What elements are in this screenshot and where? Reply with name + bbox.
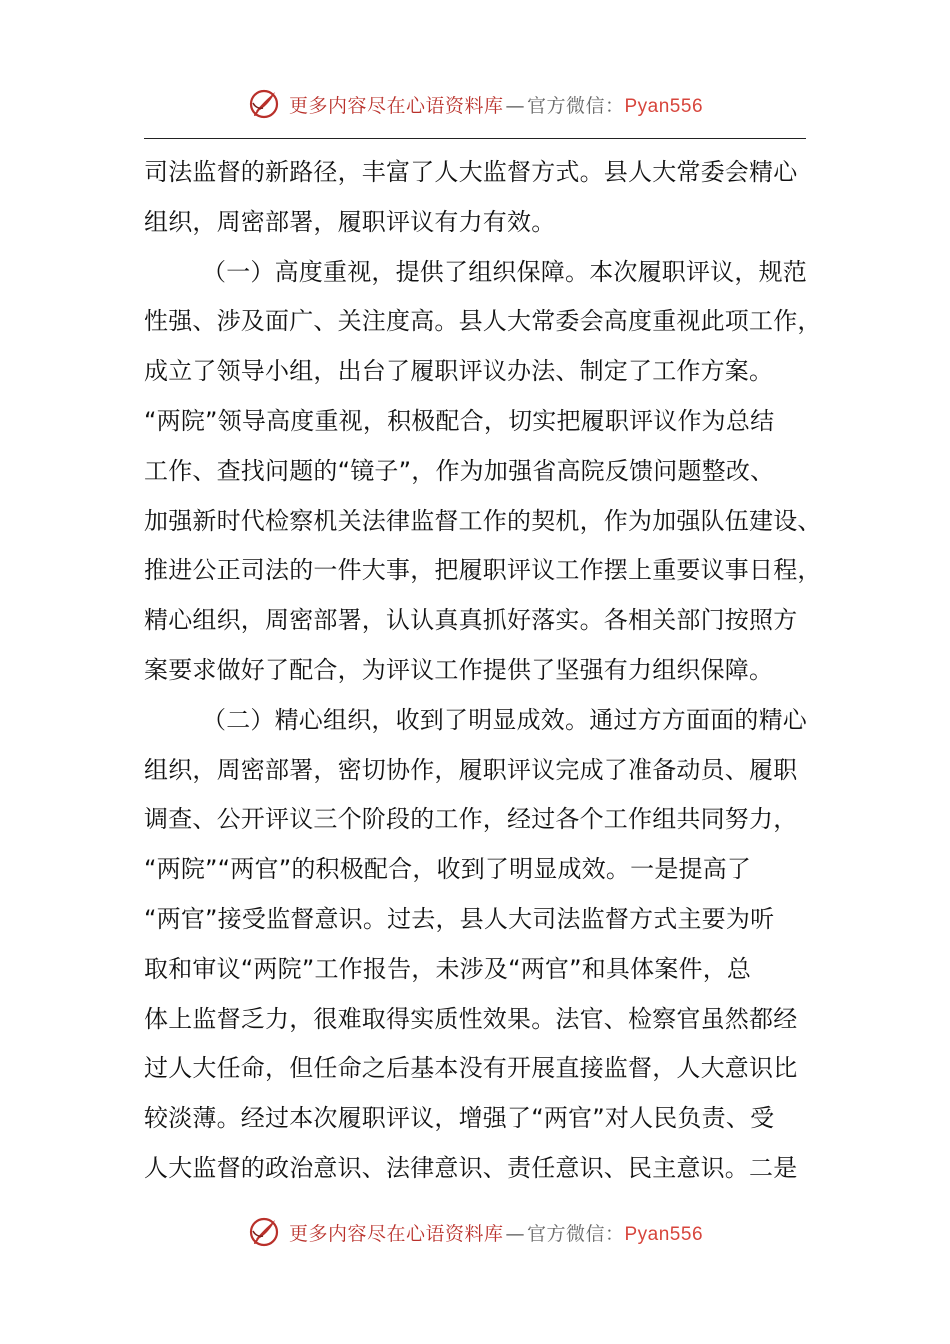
header-brand-text xyxy=(289,91,703,118)
text-line: 成立了领导小组，出台了履职评议办法、制定了工作方案。 xyxy=(144,357,774,386)
text-line: 过人大任命，但任命之后基本没有开展直接监督，人大意识比 xyxy=(144,1054,798,1083)
text-line: 取和审议“两院”工作报告，未涉及“两官”和具体案件，总 xyxy=(144,954,752,983)
quill-logo-icon xyxy=(247,1215,281,1249)
text-line: “两院”“两官”的积极配合，收到了明显成效。一是提高了 xyxy=(144,855,752,884)
text-line: 性强、涉及面广、关注度高。县人大常委会高度重视此项工作， xyxy=(144,307,822,336)
text-line: 组织，周密部署，履职评议有力有效。 xyxy=(144,207,556,236)
brand-name: 更多内容尽在心语资料库 xyxy=(288,1222,504,1245)
text-line: 司法监督的新路径，丰富了人大监督方式。县人大常委会精心 xyxy=(144,158,798,186)
footer-brand-text xyxy=(289,1219,703,1246)
text-line: 组织，周密部署，密切协作，履职评议完成了准备动员、履职 xyxy=(144,755,798,784)
wechat-handle: Pyan556 xyxy=(624,95,704,117)
footer-brand xyxy=(0,1212,950,1252)
brand-separator: — xyxy=(505,94,525,117)
text-line: “两官”接受监督意识。过去，县人大司法监督方式主要为听 xyxy=(144,904,775,933)
quill-logo-icon xyxy=(247,87,281,121)
header-divider xyxy=(144,138,806,139)
text-line: 工作、查找问题的“镜子”，作为加强省高院反馈问题整改、 xyxy=(144,456,775,485)
text-line: 人大监督的政治意识、法律意识、责任意识、民主意识。二是 xyxy=(144,1153,798,1182)
document-body xyxy=(144,148,824,1194)
text-line: 加强新时代检察机关法律监督工作的契机，作为加强队伍建设、 xyxy=(144,506,822,535)
text-line: 调查、公开评议三个阶段的工作，经过各个工作组共同努力， xyxy=(144,805,798,834)
brand-name: 更多内容尽在心语资料库 xyxy=(288,94,504,117)
text-line: 精心组织，周密部署，认认真真抓好落实。各相关部门按照方 xyxy=(144,606,798,635)
text-line: 体上监督乏力，很难取得实质性效果。法官、检察官虽然都经 xyxy=(144,1004,798,1033)
text-line: 推进公正司法的一件大事，把履职评议工作摆上重要议事日程， xyxy=(144,556,822,585)
text-line: “两院”领导高度重视，积极配合，切实把履职评议作为总结 xyxy=(144,406,775,435)
brand-separator: — xyxy=(505,1222,525,1245)
text-line: 案要求做好了配合，为评议工作提供了坚强有力组织保障。 xyxy=(144,655,774,684)
section-heading-line: （一）高度重视，提供了组织保障。本次履职评议，规范 xyxy=(202,257,807,286)
official-label: 官方微信： xyxy=(526,94,625,117)
official-label: 官方微信： xyxy=(526,1222,625,1245)
header-brand xyxy=(0,84,950,124)
text-line: 较淡薄。经过本次履职评议，增强了“两官”对人民负责、受 xyxy=(144,1104,775,1133)
section-heading-line: （二）精心组织，收到了明显成效。通过方方面面的精心 xyxy=(202,705,807,734)
wechat-handle: Pyan556 xyxy=(624,1223,704,1245)
